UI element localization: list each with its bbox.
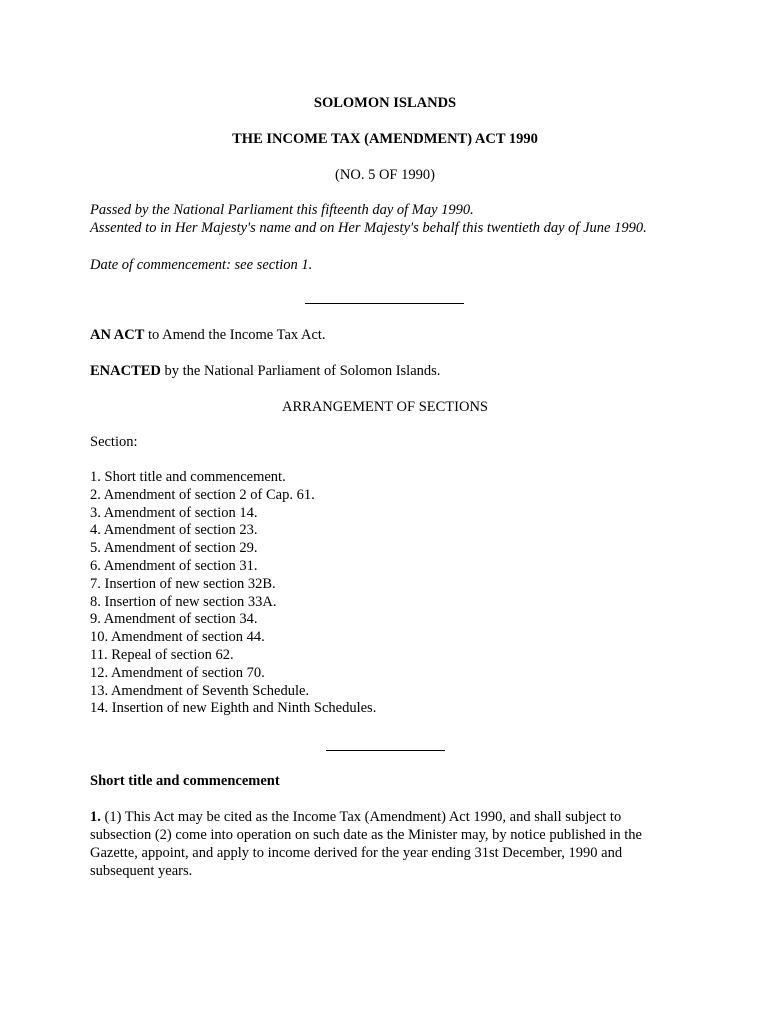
enacting-clause-text: by the National Parliament of Solomon Islands. bbox=[160, 363, 441, 379]
list-item: 6. Amendment of section 31. bbox=[90, 557, 258, 574]
act-number: (NO. 5 OF 1990) bbox=[335, 167, 435, 183]
act-title: THE INCOME TAX (AMENDMENT) ACT 1990 bbox=[232, 131, 538, 147]
list-item: 5. Amendment of section 29. bbox=[90, 540, 258, 557]
act-preamble-text: to Amend the Income Tax Act. bbox=[144, 327, 326, 343]
list-item: 12. Amendment of section 70. bbox=[90, 664, 265, 681]
list-item: 14. Insertion of new Eighth and Ninth Schedules. bbox=[90, 700, 377, 717]
enacting-clause-lead: ENACTED bbox=[90, 363, 161, 379]
enacting-clause bbox=[90, 362, 680, 380]
list-item: 4. Amendment of section 23. bbox=[90, 522, 258, 539]
list-item: 10. Amendment of section 44. bbox=[90, 629, 265, 646]
section-label: Section: bbox=[90, 434, 138, 450]
commencement-line: Date of commencement: see section 1. bbox=[90, 257, 313, 273]
list-item: 1. Short title and commencement. bbox=[90, 469, 286, 485]
act-preamble bbox=[90, 326, 680, 344]
arrangement-list-wrapper bbox=[90, 469, 680, 718]
section-heading-short-title: Short title and commencement bbox=[90, 773, 280, 789]
assented-line: Assented to in Her Majesty's name and on Her Majesty's behalf this twentieth day of June 1990. bbox=[90, 220, 647, 236]
country-heading: SOLOMON ISLANDS bbox=[313, 95, 457, 111]
list-item: 2. Amendment of section 2 of Cap. 61. bbox=[90, 486, 315, 503]
section-1-number: 1. bbox=[90, 809, 101, 825]
separator-rule-2 bbox=[326, 750, 445, 751]
section-1-text: (1) This Act may be cited as the Income Tax (Amendment) Act 1990, and shall subject to subsection (2) come into operation on such date as the Minister may, by notice published in the Gazette, appoint, and apply to income derived for the year ending 31st December, 1990 and subsequent years. bbox=[90, 809, 642, 879]
list-item: 13. Amendment of Seventh Schedule. bbox=[90, 682, 310, 699]
list-item: 3. Amendment of section 14. bbox=[90, 504, 258, 521]
list-item: 7. Insertion of new section 32B. bbox=[90, 575, 276, 592]
act-preamble-lead: AN ACT bbox=[90, 327, 145, 343]
passed-line: Passed by the National Parliament this fifteenth day of May 1990. bbox=[90, 202, 474, 218]
list-item: 8. Insertion of new section 33A. bbox=[90, 593, 277, 610]
list-item: 9. Amendment of section 34. bbox=[90, 611, 258, 628]
section-1-paragraph bbox=[90, 808, 680, 880]
arrangement-heading: ARRANGEMENT OF SECTIONS bbox=[282, 399, 488, 415]
list-item: 11. Repeal of section 62. bbox=[90, 646, 234, 663]
separator-rule-1 bbox=[305, 303, 464, 304]
arrangement-list bbox=[90, 469, 680, 718]
